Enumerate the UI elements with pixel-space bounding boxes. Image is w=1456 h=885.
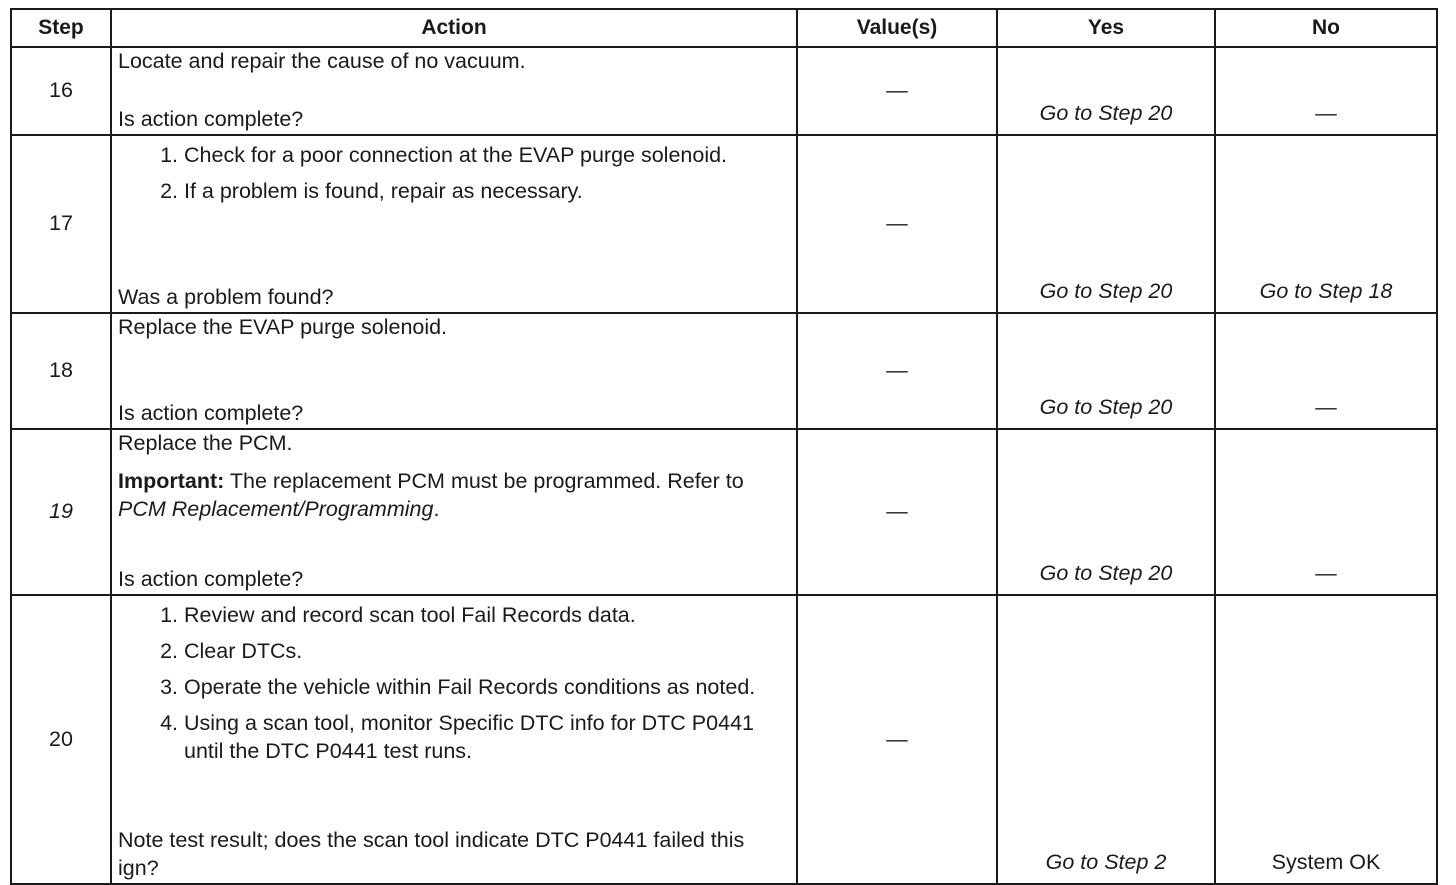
- action-step: 1. Check for a poor connection at the EVAP purge solenoid.: [184, 142, 790, 170]
- action-step: 1. Review and record scan tool Fail Records data.: [184, 602, 790, 630]
- no-cell: [1215, 595, 1437, 884]
- action-question: Is action complete?: [118, 401, 304, 426]
- step-number: 19: [11, 429, 111, 595]
- value-cell: —: [797, 429, 997, 595]
- yes-link: Go to Step 20: [1039, 279, 1173, 304]
- action-step: 3. Operate the vehicle within Fail Records conditions as noted.: [184, 674, 790, 702]
- important-end: .: [433, 496, 440, 521]
- action-step-list: [118, 142, 790, 206]
- yes-cell: [997, 313, 1215, 429]
- no-text: —: [1315, 561, 1337, 586]
- action-question: Is action complete?: [118, 567, 304, 592]
- table-row: [11, 135, 1437, 313]
- no-cell: [1215, 313, 1437, 429]
- step-number: 18: [11, 313, 111, 429]
- value-cell: —: [797, 595, 997, 884]
- action-step-list: [118, 602, 790, 766]
- step-number: 16: [11, 47, 111, 135]
- header-values: Value(s): [797, 9, 997, 47]
- action-question: Is action complete?: [118, 107, 304, 132]
- header-no: No: [1215, 9, 1437, 47]
- table-row: [11, 429, 1437, 595]
- step-number: 17: [11, 135, 111, 313]
- action-step: 2. Clear DTCs.: [184, 638, 790, 666]
- no-cell: [1215, 429, 1437, 595]
- no-text: —: [1315, 395, 1337, 420]
- no-text: —: [1315, 101, 1337, 126]
- yes-link: Go to Step 20: [1039, 101, 1173, 126]
- no-text: System OK: [1271, 850, 1381, 875]
- step-number: 20: [11, 595, 111, 884]
- table-row: [11, 313, 1437, 429]
- yes-link: Go to Step 20: [1039, 395, 1173, 420]
- important-label: Important:: [118, 468, 225, 493]
- action-text: Locate and repair the cause of no vacuum.: [118, 49, 526, 73]
- no-link: Go to Step 18: [1259, 279, 1393, 304]
- yes-cell: [997, 595, 1215, 884]
- action-question: Was a problem found?: [118, 285, 334, 310]
- header-action: Action: [111, 9, 797, 47]
- yes-cell: [997, 135, 1215, 313]
- yes-link: Go to Step 20: [1039, 561, 1173, 586]
- header-step: Step: [11, 9, 111, 47]
- action-question: Note test result; does the scan tool indicate DTC P0441 failed this ign?: [118, 828, 745, 881]
- action-cell: [111, 135, 797, 313]
- yes-cell: [997, 429, 1215, 595]
- action-step: 4. Using a scan tool, monitor Specific DTC info for DTC P0441 until the DTC P0441 test runs.: [184, 710, 790, 766]
- header-yes: Yes: [997, 9, 1215, 47]
- no-cell: [1215, 47, 1437, 135]
- action-text: Replace the PCM.: [118, 431, 293, 455]
- important-note: [118, 468, 790, 524]
- table-row: [11, 47, 1437, 135]
- yes-link: Go to Step 2: [1045, 850, 1167, 875]
- diagnostic-table: [10, 8, 1438, 885]
- yes-cell: [997, 47, 1215, 135]
- action-cell: [111, 429, 797, 595]
- action-cell: [111, 47, 797, 135]
- important-reference: PCM Replacement/Programming: [118, 496, 434, 521]
- action-step: 2. If a problem is found, repair as necessary.: [184, 178, 790, 206]
- value-cell: —: [797, 47, 997, 135]
- important-text: The replacement PCM must be programmed. Refer to: [224, 468, 744, 493]
- action-text: Replace the EVAP purge solenoid.: [118, 315, 448, 339]
- action-cell: [111, 313, 797, 429]
- header-row: [11, 9, 1437, 47]
- no-cell: [1215, 135, 1437, 313]
- value-cell: —: [797, 313, 997, 429]
- table-row: [11, 595, 1437, 884]
- value-cell: —: [797, 135, 997, 313]
- action-cell: [111, 595, 797, 884]
